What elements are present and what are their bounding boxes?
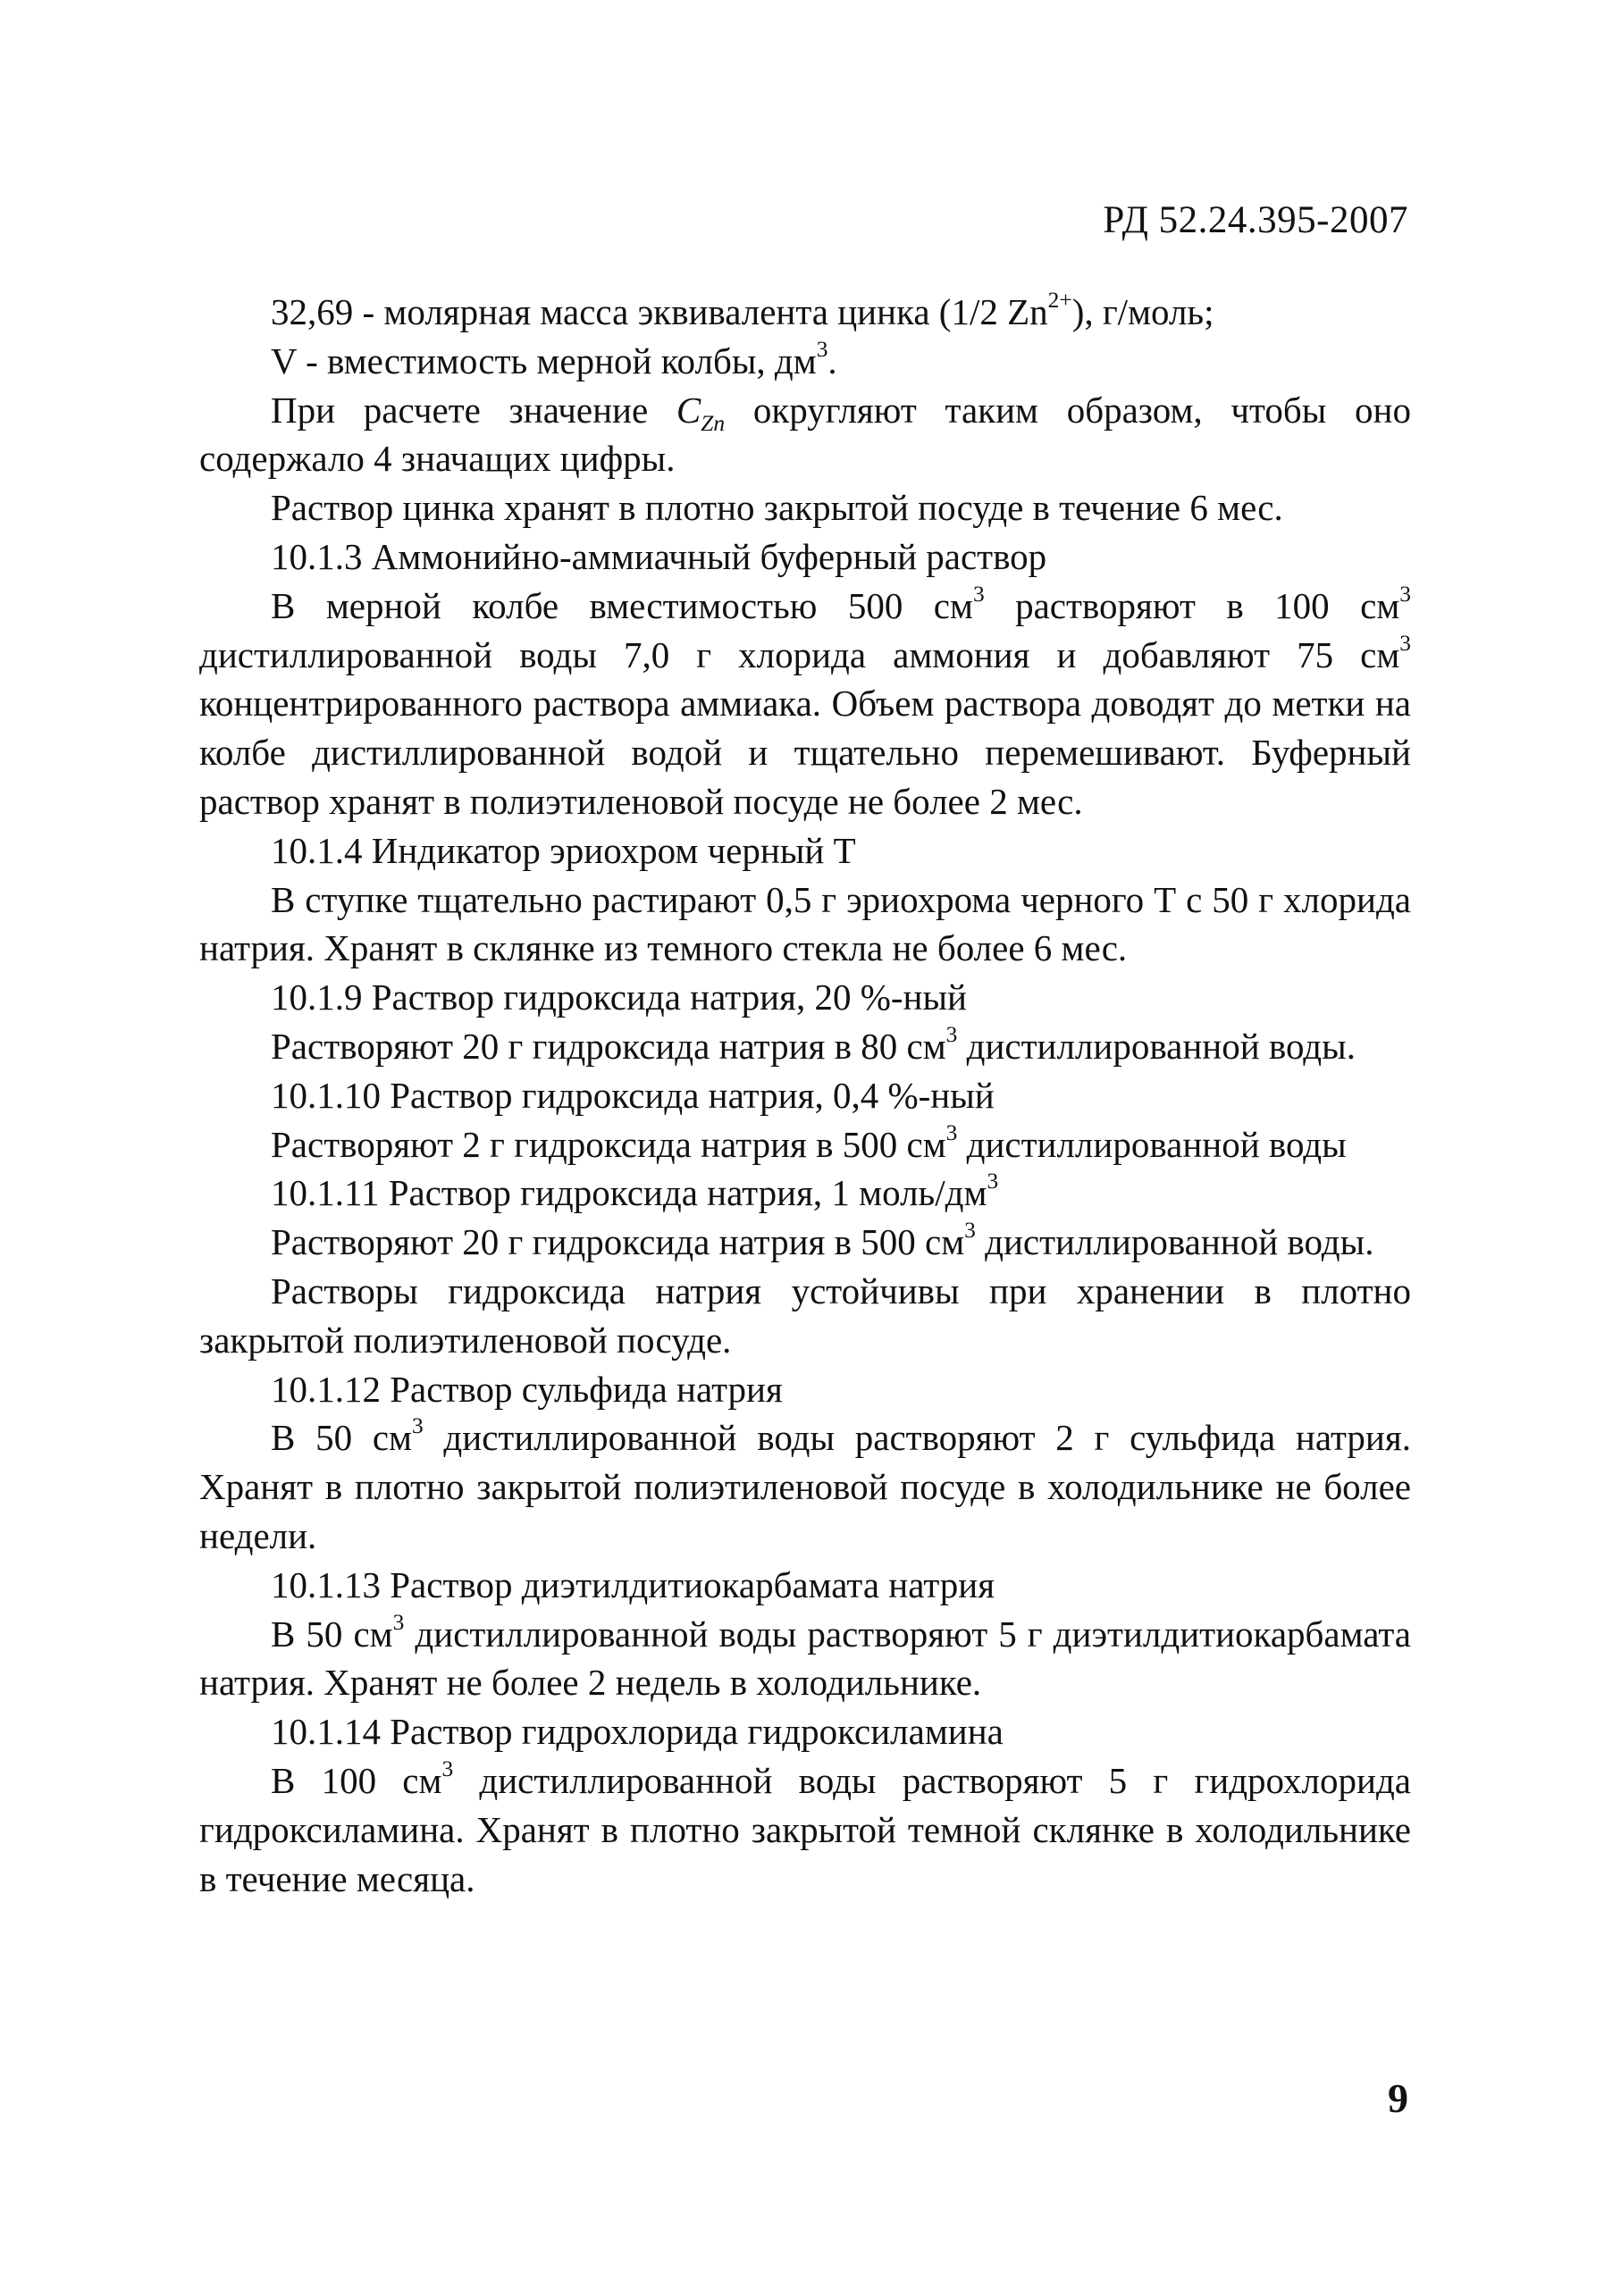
page-number: 9 [1388,2075,1408,2121]
text-segment: дистиллированной воды 7,0 г хлорида аммония и добавляют 75 см [199,633,1400,675]
superscript: 3 [1399,581,1411,607]
document-body [199,288,1411,1903]
text-segment: Растворяют 20 г гидроксида натрия в 500 см [271,1221,965,1263]
paragraph-zinc-storage: Раствор цинка хранят в плотно закрытой посуде в течение 6 мес. [271,487,1283,529]
text-segment: дистиллированной воды растворяют 2 г сульфида натрия. Хранят в плотно закрытой полиэтиленовой посуде в холодильнике не более недели. [199,1417,1411,1556]
paragraph-naoh-1-mol [199,1218,1411,1267]
section-heading-10-1-4: 10.1.4 Индикатор эриохром черный Т [271,829,856,871]
paragraph-flask-volume [199,337,1411,386]
paragraph-hydroxylamine-preparation [199,1756,1411,1903]
text-segment: дистиллированной воды. [957,1025,1356,1067]
text-segment: концентрированного раствора аммиака. Объем раствора доводят до метки на колбе дистиллированной водой и тщательно перемешивают. Буферный раствор хранят в полиэтиленовой посуде не более 2 мес. [199,683,1411,822]
text-segment: Растворяют 20 г гидроксида натрия в 80 см [271,1025,946,1067]
paragraph-carbamate-preparation [199,1610,1411,1708]
text-segment: В мерной колбе вместимостью 500 см [271,584,973,626]
text-segment: дистиллированной воды [957,1123,1347,1165]
text-segment: При расчете значение [271,389,676,431]
superscript: 3 [441,1756,454,1781]
text-segment: дистиллированной воды растворяют 5 г диэтилдитиокарбамата натрия. Хранят не более 2 недель в холодильнике. [199,1613,1411,1704]
section-heading-10-1-12: 10.1.12 Раствор сульфида натрия [271,1368,783,1410]
paragraph-naoh-storage: Растворы гидроксида натрия устойчивы при хранении в плотно закрытой полиэтиленовой посуде. [199,1270,1411,1361]
text-segment: В 50 см [271,1613,393,1655]
superscript: 3 [411,1413,424,1439]
section-heading-10-1-11 [199,1169,1411,1218]
superscript: 3 [964,1218,976,1244]
superscript: 3 [945,1021,958,1047]
section-heading-10-1-10: 10.1.10 Раствор гидроксида натрия, 0,4 %-ный [271,1074,995,1116]
text-segment: 10.1.11 Раствор гидроксида натрия, 1 моль/дм [271,1172,987,1214]
superscript: 3 [1399,630,1411,656]
superscript: 2+ [1047,287,1072,313]
text-segment: ), г/моль; [1071,291,1214,332]
section-heading-10-1-14: 10.1.14 Раствор гидрохлорида гидроксиламина [271,1711,1004,1753]
text-segment: Растворяют 2 г гидроксида натрия в 500 см [271,1123,946,1165]
superscript: 3 [816,336,828,362]
text-segment: 32,69 - молярная масса эквивалента цинка (1/2 Zn [271,291,1048,332]
text-segment: дистиллированной воды. [975,1221,1374,1263]
paragraph-indicator-preparation: В ступке тщательно растирают 0,5 г эриохрома черного Т с 50 г хлорида натрия. Хранят в склянке из темного стекла не более 6 мес. [199,878,1411,969]
text-segment: В 100 см [271,1759,442,1801]
text-segment: округляют таким образом, чтобы оно содержало 4 значащих цифры. [199,389,1411,480]
paragraph-molar-mass [199,288,1411,337]
superscript: 3 [972,581,985,607]
document-code-header: РД 52.24.395-2007 [1103,199,1408,241]
section-heading-10-1-9: 10.1.9 Раствор гидроксида натрия, 20 %-ный [271,976,967,1018]
superscript: 3 [987,1169,999,1194]
text-segment: В 50 см [271,1417,412,1459]
text-segment: . [827,339,837,381]
paragraph-rounding [199,386,1411,484]
paragraph-sulfide-preparation [199,1413,1411,1560]
superscript: 3 [392,1609,405,1635]
paragraph-naoh-0-4 [199,1120,1411,1169]
variable-c: C [676,389,701,431]
text-segment: растворяют в 100 см [984,584,1400,626]
section-heading-10-1-3: 10.1.3 Аммонийно-аммиачный буферный раствор [271,535,1047,577]
section-heading-10-1-13: 10.1.13 Раствор диэтилдитиокарбамата натрия [271,1563,995,1605]
text-segment: дистиллированной воды растворяют 5 г гидрохлорида гидроксиламина. Хранят в плотно закрытой темной склянке в холодильнике в течение месяца. [199,1759,1411,1899]
subscript: Zn [701,410,726,436]
text-segment: V - вместимость мерной колбы, дм [271,339,817,381]
paragraph-buffer-preparation [199,582,1411,826]
superscript: 3 [945,1119,958,1145]
paragraph-naoh-20 [199,1022,1411,1071]
